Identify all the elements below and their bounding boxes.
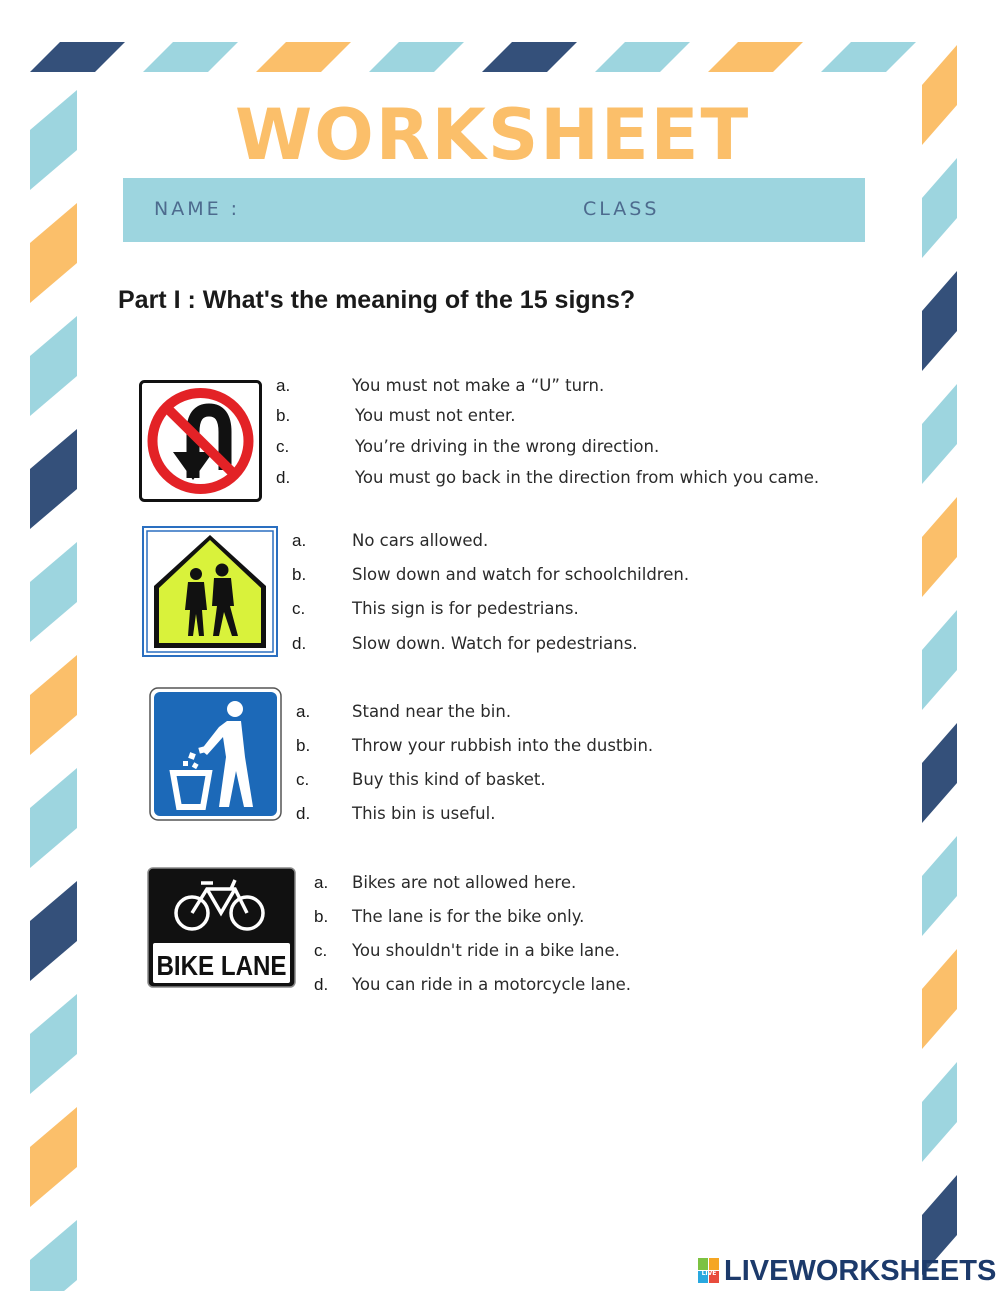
border-stripe [922,723,957,823]
border-stripe [922,384,957,484]
class-label: CLASS [583,198,660,220]
border-stripe [30,429,77,529]
border-stripe [30,768,77,868]
bike-lane-sign-text: BIKE LANE [156,950,287,981]
border-stripe [30,90,77,190]
part-title: Part I : What's the meaning of the 15 signs? [118,286,636,314]
worksheet-title: WORKSHEET [235,94,751,176]
logo-text: LIVEWORKSHEETS [724,1254,997,1287]
no-u-turn-sign [139,380,262,502]
border-stripe [30,1220,77,1291]
border-stripe [30,42,125,72]
border-stripe [256,42,351,72]
border-stripe [922,949,957,1049]
border-stripe [922,45,957,145]
border-stripe [922,158,957,258]
liveworksheets-logo[interactable] [698,1253,996,1289]
bike-lane-sign [147,867,296,988]
border-stripe [369,42,464,72]
border-stripe [30,655,77,755]
border-stripe [30,994,77,1094]
school-crossing-sign [142,526,278,657]
border-stripe [922,610,957,710]
border-stripe [30,203,77,303]
border-stripe [922,497,957,597]
logo-mark: LIVE [701,1270,717,1277]
border-stripe [30,542,77,642]
border-stripe [708,42,803,72]
border-stripe [922,1062,957,1162]
liveworksheets-logo-icon [698,1258,720,1284]
border-stripe [922,271,957,371]
name-label: NAME : [154,198,241,220]
name-class-bar [123,178,865,242]
border-stripe [143,42,238,72]
border-stripe [482,42,577,72]
border-stripe [821,42,916,72]
litter-bin-sign [149,687,282,821]
border-stripe [30,881,77,981]
border-stripe [30,1107,77,1207]
border-stripe [595,42,690,72]
border-stripe [30,316,77,416]
border-stripe [922,836,957,936]
